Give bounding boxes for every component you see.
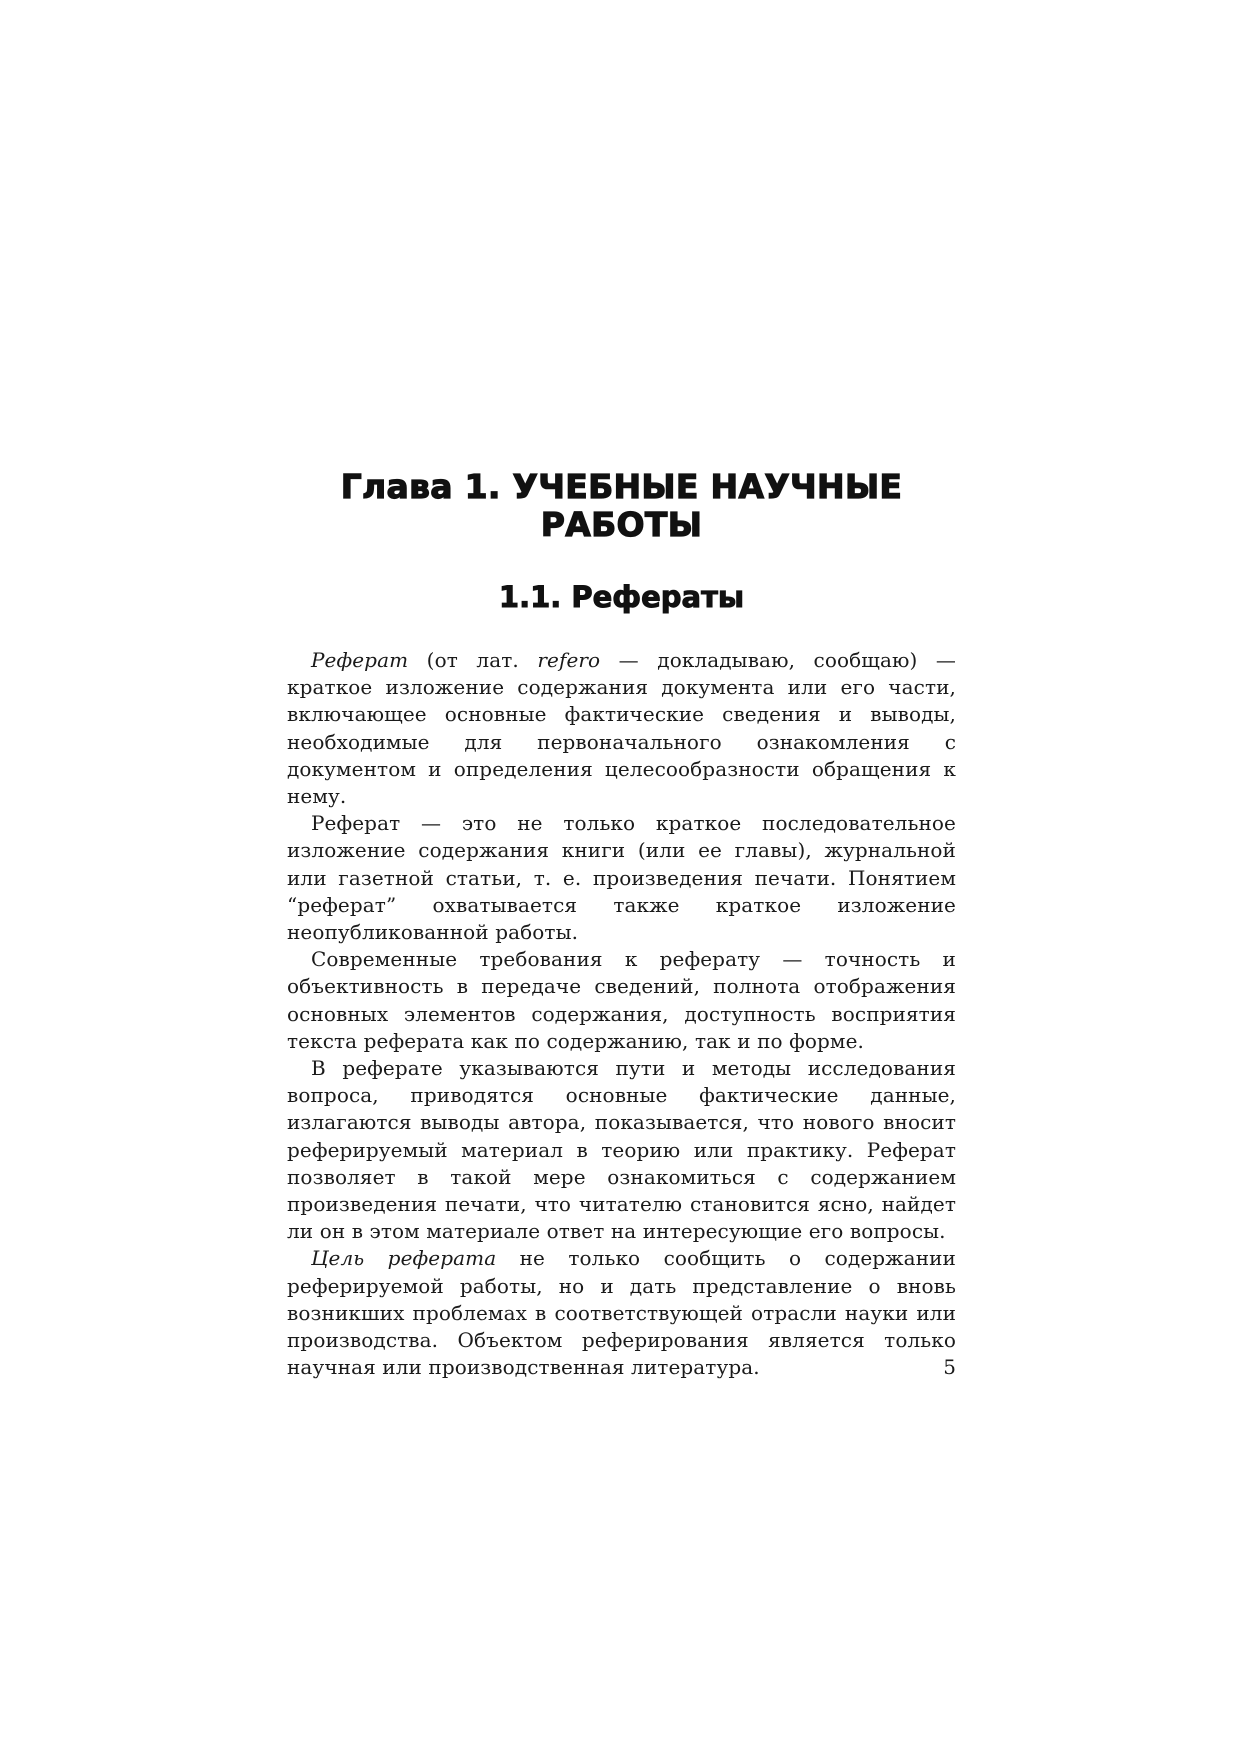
- page-number: 5: [943, 1355, 956, 1379]
- paragraph-purpose: [287, 1245, 956, 1381]
- paragraph-purpose-text: не только сообщить о содержании реферируемой работы, но и дать представление о вновь возникших проблемах в соответствующей отрасли науки или производства. Объектом реферирования является только научная или производственная литература.: [287, 1246, 956, 1380]
- paragraph-definition: [287, 647, 956, 810]
- paragraph-scope: Реферат — это не только краткое последовательное изложение содержания книги (или ее главы), журнальной или газетной статьи, т. е. произведения печати. Понятием “реферат” охватывается также краткое изложение неопубликованной работы.: [287, 811, 956, 945]
- paragraph-definition-text-a: (от лат.: [408, 648, 538, 672]
- term-referat: Реферат: [311, 648, 409, 672]
- chapter-title-line-1: Глава 1. УЧЕБНЫЕ НАУЧНЫЕ: [340, 467, 903, 506]
- section-title: 1.1. Рефераты: [498, 580, 745, 614]
- paragraph-definition-text-b: — докладываю, сообщаю) — краткое изложение содержания документа или его части, включающее основные фактические сведения и выводы, необходимые для первоначального ознакомления с документом и определения целесообразности обращения к нему.: [287, 648, 957, 809]
- paragraph-requirements: Современные требования к реферату — точность и объективность в передаче сведений, полнота отображения основных элементов содержания, доступность восприятия текста реферата как по содержанию, так и по форме.: [287, 947, 956, 1053]
- term-purpose: Цель реферата: [311, 1246, 497, 1271]
- chapter-title: [287, 468, 956, 544]
- chapter-title-line-2: РАБОТЫ: [540, 505, 703, 544]
- latin-word: refero: [537, 648, 601, 672]
- page-content: [287, 468, 956, 1381]
- paragraph-content: В реферате указываются пути и методы исследования вопроса, приводятся основные фактические данные, излагаются выводы автора, показывается, что нового вносит реферируемый материал в теорию или практику. Реферат позволяет в такой мере ознакомиться с содержанием произведения печати, что читателю становится ясно, найдет ли он в этом материале ответ на интересующие его вопросы.: [287, 1056, 956, 1244]
